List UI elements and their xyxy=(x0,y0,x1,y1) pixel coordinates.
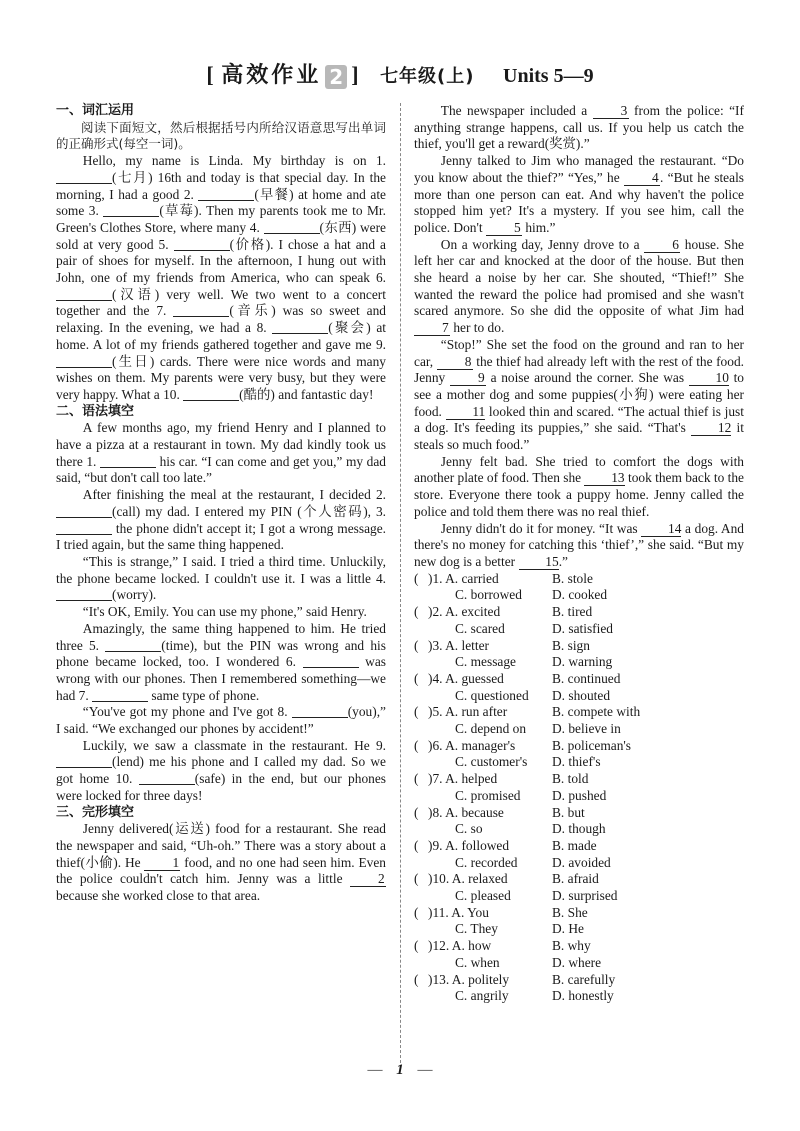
option-c: C. scared xyxy=(455,620,505,636)
right-column xyxy=(414,103,744,1005)
cloze-blank[interactable]: 5 xyxy=(486,221,522,236)
answer-blank[interactable] xyxy=(56,505,112,518)
option-b: B. why xyxy=(552,938,591,954)
question-item xyxy=(414,638,744,671)
section3-title: 三、完形填空 xyxy=(56,804,135,820)
spacer xyxy=(414,821,428,838)
cloze-blank[interactable]: 9 xyxy=(450,371,486,386)
footer-dash-right: — xyxy=(417,1062,433,1078)
option-a: )4. A. guessed xyxy=(428,670,504,686)
paragraph: Jenny didn't do it for money. “It was 14 a dog. And there's no money for catching this ‘thief’,” she said. “But my new dog is a better 15.” xyxy=(414,520,744,569)
option-a: )5. A. run after xyxy=(428,704,508,720)
option-a: )13. A. politely xyxy=(428,971,510,987)
option-d: D. shouted xyxy=(552,687,611,703)
answer-blank[interactable] xyxy=(56,755,112,768)
section1-title: 一、词汇运用 xyxy=(56,103,135,118)
answer-blank[interactable] xyxy=(103,204,159,217)
cloze-blank[interactable]: 6 xyxy=(644,238,680,253)
option-a: )6. A. manager's xyxy=(428,737,516,753)
column-divider xyxy=(400,103,401,1063)
spacer xyxy=(414,587,428,604)
answer-blank[interactable] xyxy=(183,388,239,401)
answer-paren[interactable]: ( xyxy=(414,971,419,987)
answer-blank[interactable] xyxy=(105,639,161,652)
page-footer xyxy=(0,1062,800,1079)
option-c: C. depend on xyxy=(455,721,527,737)
paragraph: “It's OK, Emily. You can use my phone,” said Henry. xyxy=(82,604,367,620)
option-c: C. They xyxy=(455,921,498,937)
page-number: 1 xyxy=(396,1062,404,1078)
option-c: C. recorded xyxy=(455,854,518,870)
answer-blank[interactable] xyxy=(139,772,195,785)
option-c: C. pleased xyxy=(455,888,511,904)
paragraph: “Stop!” She set the food on the ground and ran to her car, 8 the thief had already left with the rest of the food. Jenny 9 a noise around the corner. She was 10 to see a mother dog and some puppies(小狗) were eating her food. 11 looked thin and scared. “The actual thief is just a dog. It's feeding its puppies,” she said. “That's 12 it steals so much food.” xyxy=(414,336,745,453)
option-d: D. warning xyxy=(552,654,613,670)
answer-paren[interactable]: ( xyxy=(414,604,419,620)
paragraph: A few months ago, my friend Henry and I planned to have a pizza at a restaurant in town. My dad kindly took us there 1. his car. “I can come and get you,” my dad said, “but don't call too late.” xyxy=(56,420,387,486)
option-b: B. afraid xyxy=(552,871,599,887)
answer-blank[interactable] xyxy=(198,188,254,201)
option-b: B. made xyxy=(552,837,597,853)
section3-passage-left xyxy=(56,821,386,905)
paragraph: On a working day, Jenny drove to a 6 house. She left her car and knocked at the door of the house. But then she heard a noise by her car. She shouted, “Thief!” She wanted the reward the police had promised and she wasn't scared anymore. So she did the opposite of what Jim had 7 her to do. xyxy=(414,236,744,336)
section1-passage: Hello, my name is Linda. My birthday is on 1. (七月) 16th and today is that special day. In the morning, I had a good 2. (早餐) at home and ate some 3. (草莓). Then my parents took me to Mr. Green's Clothes Store, where many 4. (东西) were sold at very good 5. (价格). I chose a hat and a pair of shoes for myself. In the afternoon, I hung out with John, one of my friends from America, who can speak 6. (汉语) very well. We two went to a concert together and the 7. (音乐) was so sweet and relaxing. In the evening, we had a 8. (聚会) at home. A lot of my friends gathered together and gave me 9. (生日) cards. There were nice words and many wishes on them. My parents were very busy, but they were very happy. What a 10. (酷的) and fantastic day! xyxy=(56,153,386,402)
header-grade: 七年级(上) xyxy=(380,66,475,87)
header-units: Units 5—9 xyxy=(503,65,594,87)
option-b: B. compete with xyxy=(552,704,641,720)
option-b: B. told xyxy=(552,771,589,787)
paragraph: “This is strange,” I said. I tried a third time. Unluckily, the phone became locked. I couldn't use it. I was a little 4. (worry). xyxy=(56,553,386,603)
paragraph: “You've got my phone and I've got 8. (you),” I said. “We exchanged our phones by accident!” xyxy=(56,704,386,737)
option-a: )1. A. carried xyxy=(428,570,499,586)
answer-blank[interactable] xyxy=(92,689,148,702)
header-close-bracket: ] xyxy=(351,62,360,87)
cloze-blank[interactable]: 8 xyxy=(437,355,473,370)
spacer xyxy=(414,988,428,1005)
question-item xyxy=(414,704,744,737)
option-c: C. borrowed xyxy=(455,587,522,603)
paragraph: Luckily, we saw a classmate in the restaurant. He 9. (lend) me his phone and I called my dad. So we got home 10. (safe) in the end, but our phones were locked for three days! xyxy=(56,737,386,803)
option-a: )12. A. how xyxy=(428,938,492,954)
answer-paren[interactable]: ( xyxy=(414,804,419,820)
answer-blank[interactable] xyxy=(56,355,112,368)
question-item xyxy=(414,938,744,971)
paragraph: Jenny delivered(运送) food for a restaurant. She read the newspaper and said, “Uh-oh.” There was a story about a thief(小偷). He 1 food, and no one had seen him. Even the police couldn't catch him. Jenny was a little 2 because she worked close to that area. xyxy=(56,821,386,904)
answer-paren[interactable]: ( xyxy=(414,771,419,787)
cloze-blank[interactable]: 1 xyxy=(144,856,180,871)
answer-blank[interactable] xyxy=(173,304,229,317)
section2-title: 二、语法填空 xyxy=(56,403,135,419)
spacer xyxy=(414,788,428,805)
option-a: )7. A. helped xyxy=(428,771,498,787)
option-a: )3. A. letter xyxy=(428,637,489,653)
option-d: D. cooked xyxy=(552,587,608,603)
answer-blank[interactable] xyxy=(56,288,112,301)
option-d: D. pushed xyxy=(552,787,607,803)
answer-blank[interactable] xyxy=(56,171,112,184)
answer-blank[interactable] xyxy=(56,588,112,601)
cloze-blank[interactable]: 2 xyxy=(350,872,386,887)
option-a: )11. A. You xyxy=(428,904,489,920)
option-b: B. tired xyxy=(552,604,593,620)
option-c: C. so xyxy=(455,821,483,837)
option-d: D. though xyxy=(552,821,606,837)
answer-paren[interactable]: ( xyxy=(414,637,419,653)
paragraph: After finishing the meal at the restaurant, I decided 2. (call) my dad. I entered my PIN (个人密码), 3. the phone didn't accept it; I got a wrong message. I tried again, but the same thing happened. xyxy=(56,487,386,553)
answer-paren[interactable]: ( xyxy=(414,837,419,853)
spacer xyxy=(414,721,428,738)
paragraph: Jenny felt bad. She tried to comfort the dogs with another plate of food. Then she 13 took them back to the store. Everyone there took a puppy home. Jenny called the police and told them there was no real thief. xyxy=(414,453,744,519)
spacer xyxy=(414,621,428,638)
answer-blank[interactable] xyxy=(292,705,348,718)
option-d: D. surprised xyxy=(552,888,618,904)
option-b: B. but xyxy=(552,804,585,820)
question-item xyxy=(414,771,744,804)
question-item xyxy=(414,838,744,871)
option-d: D. thief's xyxy=(552,754,601,770)
question-item xyxy=(414,972,744,1005)
cloze-blank[interactable]: 7 xyxy=(414,321,450,336)
cloze-blank[interactable]: 14 xyxy=(641,522,681,537)
section3-passage-right xyxy=(414,103,744,571)
option-c: C. customer's xyxy=(455,754,528,770)
cloze-blank[interactable]: 11 xyxy=(446,405,486,420)
section2-passage xyxy=(56,420,386,804)
paragraph: Amazingly, the same thing happened to him. He tried three 5. (time), but the PIN was wrong and his phone became locked, too. I wondered 6. was wrong with our phones. Then I remembered something—we had 7. same type of phone. xyxy=(56,620,386,703)
option-a: )2. A. excited xyxy=(428,604,501,620)
cloze-blank[interactable]: 12 xyxy=(691,421,731,436)
answer-paren[interactable]: ( xyxy=(414,670,419,686)
cloze-blank[interactable]: 10 xyxy=(689,371,729,386)
answer-paren[interactable]: ( xyxy=(414,570,419,586)
section1-instruction: 阅读下面短文，然后根据括号内所给汉语意思写出单词的正确形式(每空一词)。 xyxy=(56,119,386,152)
option-a: )9. A. followed xyxy=(428,837,510,853)
answer-blank[interactable] xyxy=(303,655,359,668)
paragraph: Jenny talked to Jim who managed the restaurant. “Do you know about the thief?” “Yes,” he 4. “But he steals more than one person can eat. And why haven't the police stopped him yet? It's a mystery. If you see him, call the police. Don't 5 him.” xyxy=(414,153,744,235)
option-b: B. stole xyxy=(552,570,593,586)
answer-paren[interactable]: ( xyxy=(414,938,419,954)
option-a: )8. A. because xyxy=(428,804,504,820)
option-b: B. policeman's xyxy=(552,737,632,753)
option-c: C. questioned xyxy=(455,687,529,703)
option-b: B. She xyxy=(552,904,588,920)
option-b: B. continued xyxy=(552,670,621,686)
section3-questions xyxy=(414,571,744,1005)
option-d: D. avoided xyxy=(552,854,611,870)
answer-blank[interactable] xyxy=(56,522,112,535)
answer-blank[interactable] xyxy=(264,221,320,234)
answer-paren[interactable]: ( xyxy=(414,704,419,720)
question-item xyxy=(414,571,744,604)
answer-blank[interactable] xyxy=(174,238,230,251)
question-item xyxy=(414,805,744,838)
question-item xyxy=(414,905,744,938)
option-c: C. when xyxy=(455,954,500,970)
answer-paren[interactable]: ( xyxy=(414,737,419,753)
paragraph: The newspaper included a 3 from the police: “If anything strange happens, call us. If you help us catch the thief, you'll get a reward(奖赏).” xyxy=(414,103,744,152)
spacer xyxy=(414,955,428,972)
option-a: )10. A. relaxed xyxy=(428,871,508,887)
option-d: D. where xyxy=(552,954,602,970)
spacer xyxy=(414,688,428,705)
spacer xyxy=(414,921,428,938)
header-title: 高效作业 xyxy=(221,63,322,88)
header-open-bracket: [ xyxy=(206,62,215,87)
cloze-blank[interactable]: 3 xyxy=(593,104,629,119)
spacer xyxy=(414,888,428,905)
option-b: B. carefully xyxy=(552,971,616,987)
cloze-blank[interactable]: 4 xyxy=(624,171,660,186)
option-d: D. believe in xyxy=(552,721,621,737)
question-item xyxy=(414,604,744,637)
answer-paren[interactable]: ( xyxy=(414,904,419,920)
option-d: D. He xyxy=(552,921,584,937)
left-column xyxy=(56,103,386,905)
page-header xyxy=(0,58,800,89)
cloze-blank[interactable]: 13 xyxy=(584,471,624,486)
question-item xyxy=(414,738,744,771)
option-c: C. promised xyxy=(455,787,521,803)
spacer xyxy=(414,654,428,671)
option-c: C. message xyxy=(455,654,516,670)
option-d: D. honestly xyxy=(552,988,614,1004)
spacer xyxy=(414,855,428,872)
cloze-blank[interactable]: 15 xyxy=(519,555,559,570)
footer-dash-left: — xyxy=(367,1062,383,1078)
answer-blank[interactable] xyxy=(100,455,156,468)
question-item xyxy=(414,671,744,704)
header-badge: 2 xyxy=(325,65,347,89)
spacer xyxy=(414,754,428,771)
option-b: B. sign xyxy=(552,637,590,653)
question-item xyxy=(414,871,744,904)
option-d: D. satisfied xyxy=(552,620,613,636)
answer-blank[interactable] xyxy=(272,321,328,334)
answer-paren[interactable]: ( xyxy=(414,871,419,887)
option-c: C. angrily xyxy=(455,988,509,1004)
